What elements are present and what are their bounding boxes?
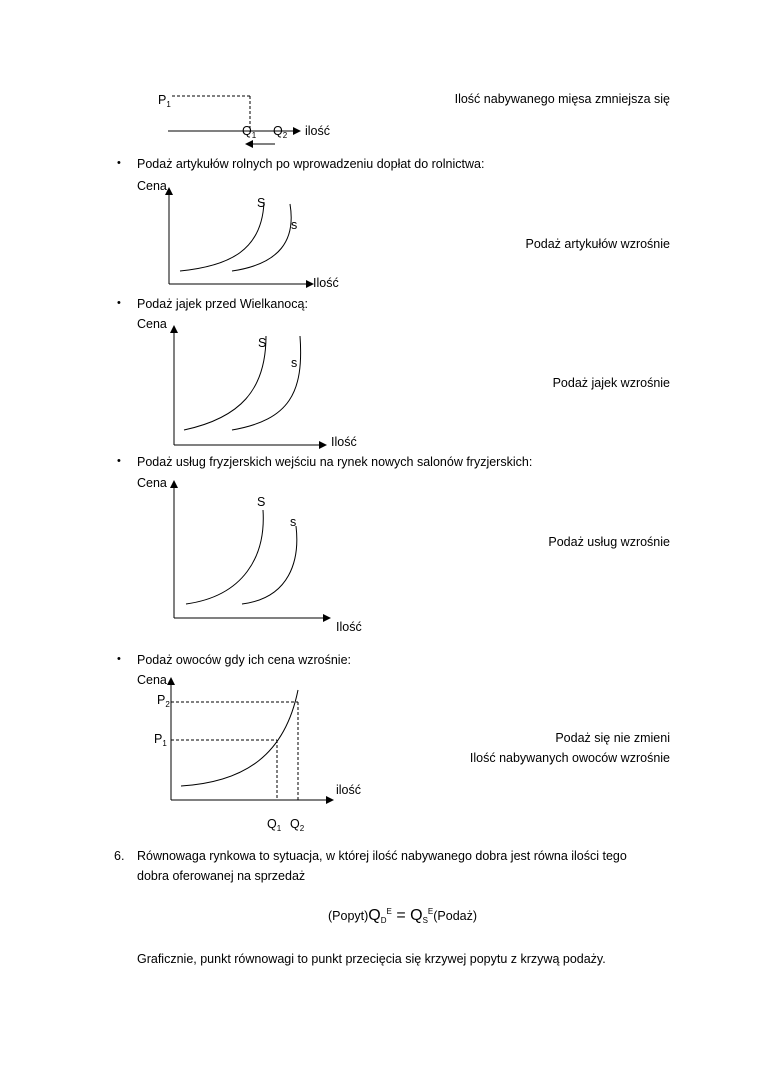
item2-s-label: S bbox=[258, 336, 267, 350]
item4-p1-label: $P_1$ bbox=[154, 732, 167, 748]
item2-quantity-label: Ilość bbox=[331, 435, 357, 449]
item3-quantity-label: Ilość bbox=[336, 620, 362, 634]
top-conclusion: Ilość nabywanego mięsa zmniejsza się bbox=[454, 92, 670, 106]
item3-s-label: S bbox=[257, 495, 266, 509]
item4-heading: Podaż owoców gdy ich cena wzrośnie: bbox=[137, 653, 352, 667]
item4-p2-label: $P_2$ bbox=[157, 693, 170, 709]
item3-s-shifted-label: s bbox=[290, 515, 297, 529]
item4-conclusion-2: Ilość nabywanych owoców wzrośnie bbox=[469, 751, 670, 765]
top-p1-label: $P_1$ bbox=[158, 93, 171, 109]
item4-quantity-label: ilość bbox=[336, 783, 362, 797]
top-q1-label: $Q_1$ bbox=[242, 124, 257, 140]
section6-text-line2: dobra oferowanej na sprzedaż bbox=[137, 869, 306, 883]
item4-supply-curve bbox=[181, 690, 298, 786]
section-number: 6. bbox=[114, 849, 125, 863]
item2-s-shifted-label: s bbox=[291, 356, 298, 370]
section6-graphical-note: Graficznie, punkt równowagi to punkt przecięcia się krzywej popytu z krzywą podaży. bbox=[137, 952, 606, 966]
item1-s-shifted-label: s bbox=[291, 218, 298, 232]
top-q2-label: $Q_2$ bbox=[273, 124, 288, 140]
item4-q1-label: $Q_1$ bbox=[267, 817, 282, 833]
item4-conclusion-1: Podaż się nie zmieni bbox=[555, 731, 670, 745]
item1-price-label: Cena bbox=[137, 179, 167, 193]
item4-price-label: Cena bbox=[137, 673, 167, 687]
bullet: • bbox=[117, 653, 121, 665]
item1-quantity-label: Ilość bbox=[313, 276, 339, 290]
bullet: • bbox=[117, 455, 121, 467]
item3-conclusion: Podaż usług wzrośnie bbox=[548, 535, 670, 549]
item1-heading: Podaż artykułów rolnych po wprowadzeniu dopłat do rolnictwa: bbox=[137, 157, 485, 171]
equilibrium-formula: $(Popyt)Q_D^E$ = $Q_S^E(Podaż)$ bbox=[328, 907, 478, 925]
item2-heading: Podaż jajek przed Wielkanocą: bbox=[137, 297, 308, 311]
top-quantity-label: ilość bbox=[305, 124, 331, 138]
item1-s-label: S bbox=[257, 196, 266, 210]
item2-price-label: Cena bbox=[137, 317, 167, 331]
bullet: • bbox=[117, 297, 121, 309]
section6-text-line1: Równowaga rynkowa to sytuacja, w której ilość nabywanego dobra jest równa ilości tego bbox=[137, 849, 627, 863]
item2-conclusion: Podaż jajek wzrośnie bbox=[552, 376, 670, 390]
item1-conclusion: Podaż artykułów wzrośnie bbox=[525, 237, 670, 251]
item4-q2-label: $Q_2$ bbox=[290, 817, 305, 833]
item3-price-label: Cena bbox=[137, 476, 167, 490]
bullet: • bbox=[117, 157, 121, 169]
item3-heading: Podaż usług fryzjerskich wejściu na rynek nowych salonów fryzjerskich: bbox=[137, 455, 533, 469]
